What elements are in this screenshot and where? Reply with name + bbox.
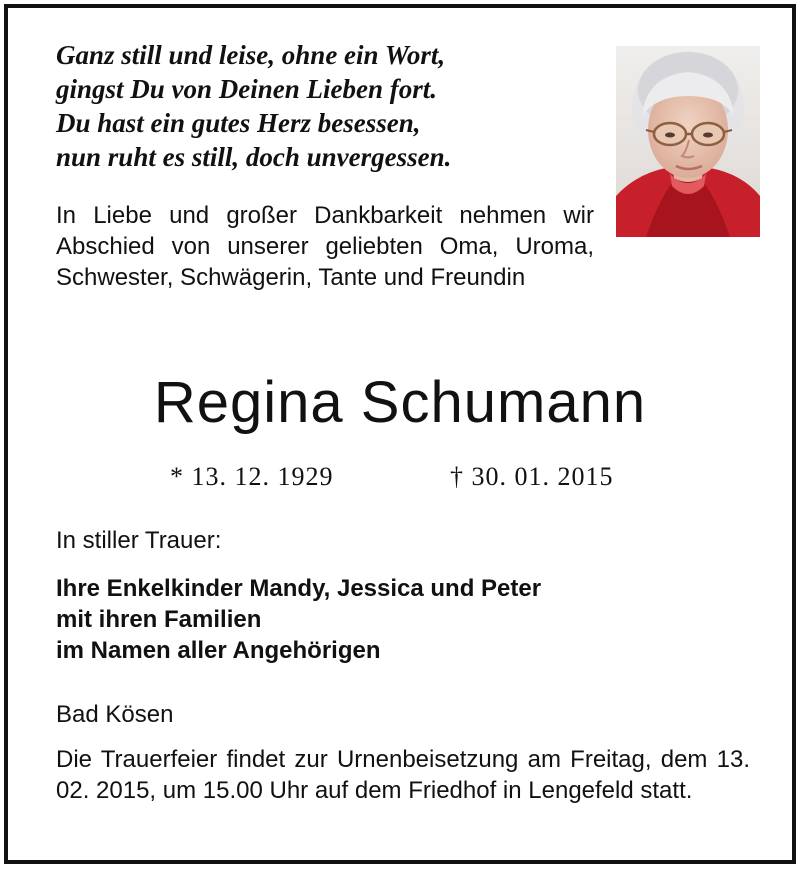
family-signature	[56, 573, 656, 666]
poem-line: gingst Du von Deinen Lieben fort.	[56, 74, 438, 104]
portrait-photo	[616, 46, 760, 237]
poem	[56, 38, 596, 174]
obituary-card	[4, 4, 796, 864]
family-line: Ihre Enkelkinder Mandy, Jessica und Peter	[56, 575, 542, 602]
family-line: im Namen aller Angehörigen	[56, 637, 381, 664]
mourning-label: In stiller Trauer:	[56, 527, 222, 554]
family-line: mit ihren Familien	[56, 606, 262, 633]
funeral-notice: Die Trauerfeier findet zur Urnenbeisetzung am Freitag, dem 13. 02. 2015, um 15.00 Uhr auf dem Friedhof in Lengefeld statt.	[56, 746, 750, 804]
birth-date: * 13. 12. 1929	[170, 462, 334, 491]
poem-line: Du hast ein gutes Herz besessen,	[56, 108, 421, 138]
poem-line: Ganz still und leise, ohne ein Wort,	[56, 40, 446, 70]
death-date: † 30. 01. 2015	[450, 462, 614, 491]
place-name: Bad Kösen	[56, 701, 174, 728]
intro-text: In Liebe und großer Dankbarkeit nehmen wir Abschied von unserer geliebten Oma, Uroma, Schwester, Schwägerin, Tante und Freundin	[56, 202, 594, 291]
poem-line: nun ruht es still, doch unvergessen.	[56, 142, 452, 172]
deceased-name: Regina Schumann	[153, 370, 647, 435]
